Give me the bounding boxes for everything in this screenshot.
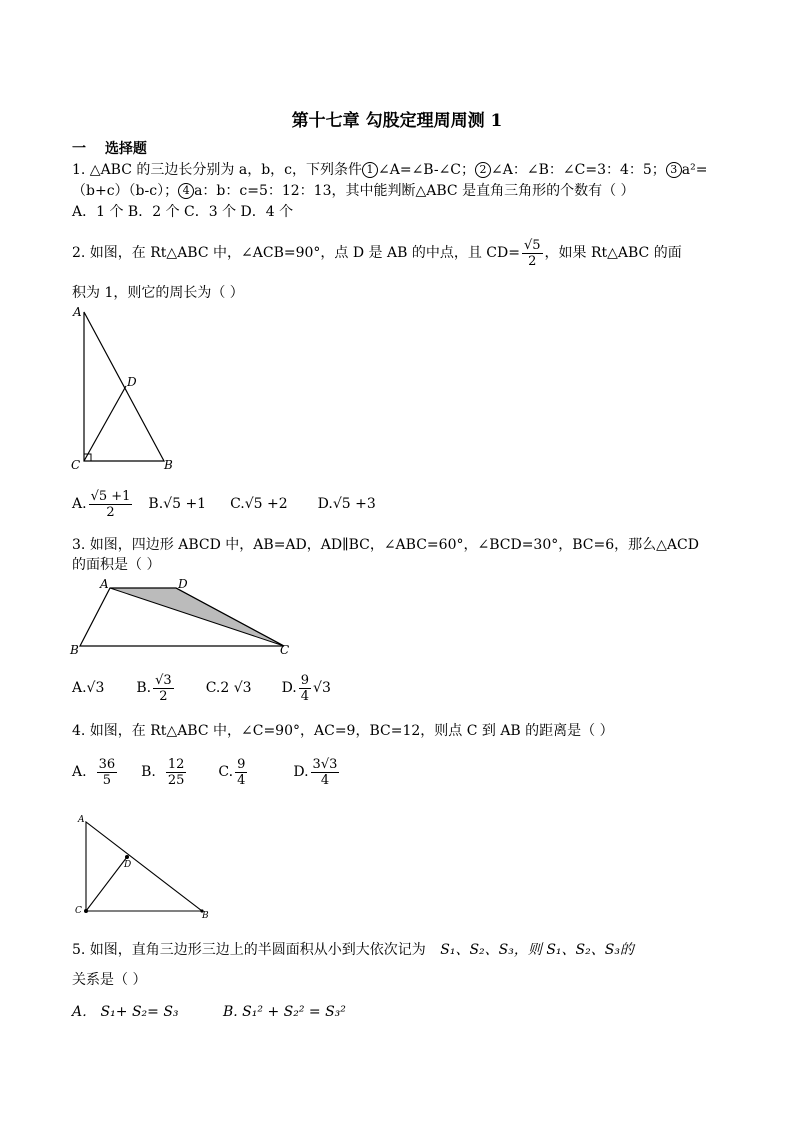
q1-line2: [72, 181, 635, 201]
label-b: B: [202, 911, 209, 921]
q4-option-b-frac: [166, 757, 187, 788]
q4-option-b: B.: [141, 764, 156, 780]
q1-cond3-cont: （b+c）（b-c）；: [72, 183, 179, 199]
q2-fraction: [522, 238, 543, 269]
q3-figure: [66, 576, 296, 658]
q1-cond4: a：b：c=5：12：13，其中能判断△ABC 是直角三角形的个数有（ ）: [194, 183, 635, 199]
q2-median-cd: [84, 386, 126, 461]
q4-option-c-frac: [235, 757, 247, 788]
page-title: 第十七章 勾股定理周周测 1: [291, 111, 503, 131]
q4-line1: 4. 如图，在 Rt△ABC 中，∠C=90°，AC=9，BC=12，则点 C 到 AB 的距离是（ ）: [72, 723, 614, 739]
q4-options: [72, 752, 341, 792]
q2-opt-a-den: 2: [106, 504, 115, 520]
q2-option-b: B.√5 +1: [148, 496, 207, 512]
q5-line1: [72, 940, 634, 960]
q4-triangle: [86, 822, 202, 911]
q4-opt-a-den: 5: [102, 772, 111, 788]
q4-opt-b-num: 12: [167, 756, 185, 772]
q5-option-a: A． S₁+ S₂= S₃: [72, 1004, 179, 1020]
circle-number-4: 4: [178, 183, 194, 199]
label-c: C: [280, 643, 290, 657]
point-c: [84, 909, 88, 913]
q2-frac-num: √5: [523, 237, 541, 253]
q1-cond2: ∠A：∠B：∠C=3：4：5；: [491, 162, 666, 178]
label-c: C: [75, 906, 82, 916]
section-header: [72, 138, 147, 158]
q1-cond3: a²=: [681, 162, 708, 178]
label-d: D: [178, 577, 188, 591]
q2-figure: [66, 302, 186, 474]
q2-option-a-frac: [89, 489, 133, 520]
section-number: 一: [72, 141, 86, 157]
q2-opt-a-num: √5 +1: [90, 488, 131, 504]
q4-opt-c-num: 9: [237, 756, 246, 772]
point-d: [125, 855, 129, 859]
label-b: B: [164, 458, 173, 472]
q4-opt-b-den: 25: [167, 772, 185, 788]
circle-number-3: 3: [666, 162, 682, 178]
q2-options: [72, 486, 376, 522]
q5-stem-cont: S₁、S₂、S₃，则 S₁、S₂、S₃的: [440, 942, 634, 958]
label-a: A: [78, 815, 85, 825]
q2-line1: [72, 238, 682, 268]
q3-opt-b-den: 2: [159, 688, 168, 704]
q5-stem: 5. 如图，直角三边形三边上的半圆面积从小到大依次记为: [72, 942, 426, 958]
q3-line2: 的面积是（ ）: [72, 557, 161, 573]
q3-opt-b-num: √3: [155, 672, 172, 688]
q4-altitude-cd: [86, 857, 127, 911]
shaded-triangle-acd: [110, 588, 284, 646]
q3-option-d-frac: [299, 673, 311, 704]
q1-cond1: ∠A=∠B-∠C；: [378, 162, 476, 178]
q3-option-d: D.: [281, 680, 297, 696]
label-a: A: [73, 305, 82, 319]
q4-opt-d-den: 4: [320, 772, 330, 788]
q1-stem: 1. △ABC 的三边长分别为 a，b，c，下列条件: [72, 162, 362, 178]
q2-option-a: A.: [72, 496, 87, 512]
q5-option-b: B. S₁² + S₂² = S₃²: [222, 1004, 346, 1020]
q3-opt-d-num: 9: [300, 672, 310, 688]
q5-line2: 关系是（ ）: [72, 972, 147, 988]
label-a: A: [100, 577, 109, 591]
q3-opt-d-den: 4: [300, 688, 310, 704]
q2-frac-den: 2: [528, 253, 537, 269]
q3-option-c: C.2 √3: [205, 680, 252, 696]
q4-figure: [72, 810, 217, 922]
q3-option-a: A.√3: [72, 680, 105, 696]
q3-option-b: B.: [136, 680, 152, 696]
q2-stem-cont: ，如果 Rt△ABC 的面: [544, 245, 682, 261]
q2-stem: 2. 如图，在 Rt△ABC 中，∠ACB=90°，点 D 是 AB 的中点，且 CD=: [72, 245, 520, 261]
q4-opt-c-den: 4: [237, 772, 246, 788]
label-d: D: [124, 860, 132, 870]
label-c: C: [71, 458, 81, 472]
q1-options: A．1 个 B．2 个 C．3 个 D．4 个: [72, 204, 294, 220]
q2-option-c: C.√5 +2: [230, 496, 288, 512]
label-b: B: [70, 643, 79, 657]
q3-option-d-rest: √3: [313, 680, 331, 696]
q4-option-d: D.: [293, 764, 309, 780]
q4-option-a: A.: [72, 764, 87, 780]
circle-number-1: 1: [362, 162, 378, 178]
q5-options: [72, 1002, 346, 1022]
q2-option-d: D.√5 +3: [317, 496, 376, 512]
label-d: D: [127, 375, 137, 389]
q2-line2: 积为 1，则它的周长为（ ）: [72, 285, 244, 301]
circle-number-2: 2: [475, 162, 491, 178]
q4-opt-a-num: 36: [98, 756, 116, 772]
q3-option-b-frac: [153, 673, 174, 704]
q4-option-a-frac: [97, 757, 118, 788]
q4-option-d-frac: [311, 757, 340, 788]
section-label: 选择题: [104, 141, 147, 157]
q4-option-c: C.: [218, 764, 234, 780]
q3-line1: 3. 如图，四边形 ABCD 中，AB=AD，AD∥BC，∠ABC=60°，∠BCD=30°，BC=6，那么△ACD: [72, 537, 699, 553]
q1-line1: [72, 160, 708, 180]
q4-opt-d-num: 3√3: [312, 756, 338, 772]
q3-options: [72, 670, 331, 706]
